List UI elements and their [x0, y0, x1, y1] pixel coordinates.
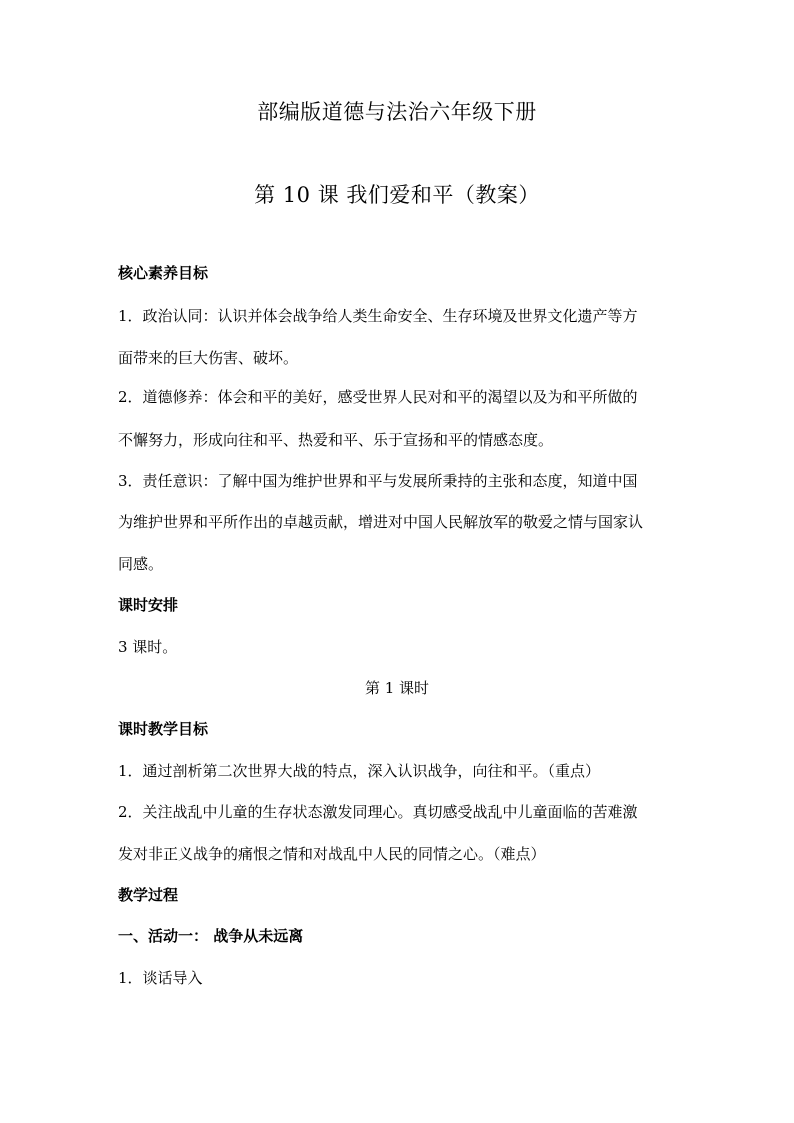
goal-line: 1．政治认同：认识并体会战争给人类生命安全、生存环境及世界文化遗产等方: [118, 307, 638, 325]
section-heading-schedule: 课时安排: [118, 596, 179, 614]
schedule-text: 3 课时。: [118, 638, 178, 656]
section-heading-core-goals: 核心素养目标: [118, 264, 209, 282]
lesson-title: 第 10 课 我们爱和平（教案）: [254, 183, 540, 207]
goal-line: 面带来的巨大伤害、破坏。: [118, 349, 299, 367]
goal-line: 3．责任意识：了解中国为维护世界和平与发展所秉持的主张和态度，知道中国: [118, 472, 638, 490]
activity-heading: 一、活动一： 战争从未远离: [118, 927, 304, 945]
section-heading-process: 教学过程: [118, 886, 179, 904]
goal-line: 不懈努力，形成向往和平、热爱和平、乐于宣扬和平的情感态度。: [118, 431, 554, 449]
document-title: 部编版道德与法治六年级下册: [257, 100, 537, 124]
goal-line: 2．道德修养：体会和平的美好，感受世界人民对和平的渴望以及为和平所做的: [118, 388, 638, 406]
goal-line: 为维护世界和平所作出的卓越贡献，增进对中国人民解放军的敬爱之情与国家认: [118, 513, 644, 531]
activity-step: 1．谈话导入: [118, 969, 203, 987]
period-goal-line: 1．通过剖析第二次世界大战的特点，深入认识战争，向往和平。（重点）: [118, 762, 601, 780]
goal-line: 同感。: [118, 555, 164, 573]
period-goal-line: 发对非正义战争的痛恨之情和对战乱中人民的同情之心。（难点）: [118, 845, 546, 863]
period-goal-line: 2．关注战乱中儿童的生存状态激发同理心。真切感受战乱中儿童面临的苦难激: [118, 803, 638, 821]
lesson-period-heading: 第 1 课时: [364, 679, 430, 697]
section-heading-period-goals: 课时教学目标: [118, 720, 209, 738]
